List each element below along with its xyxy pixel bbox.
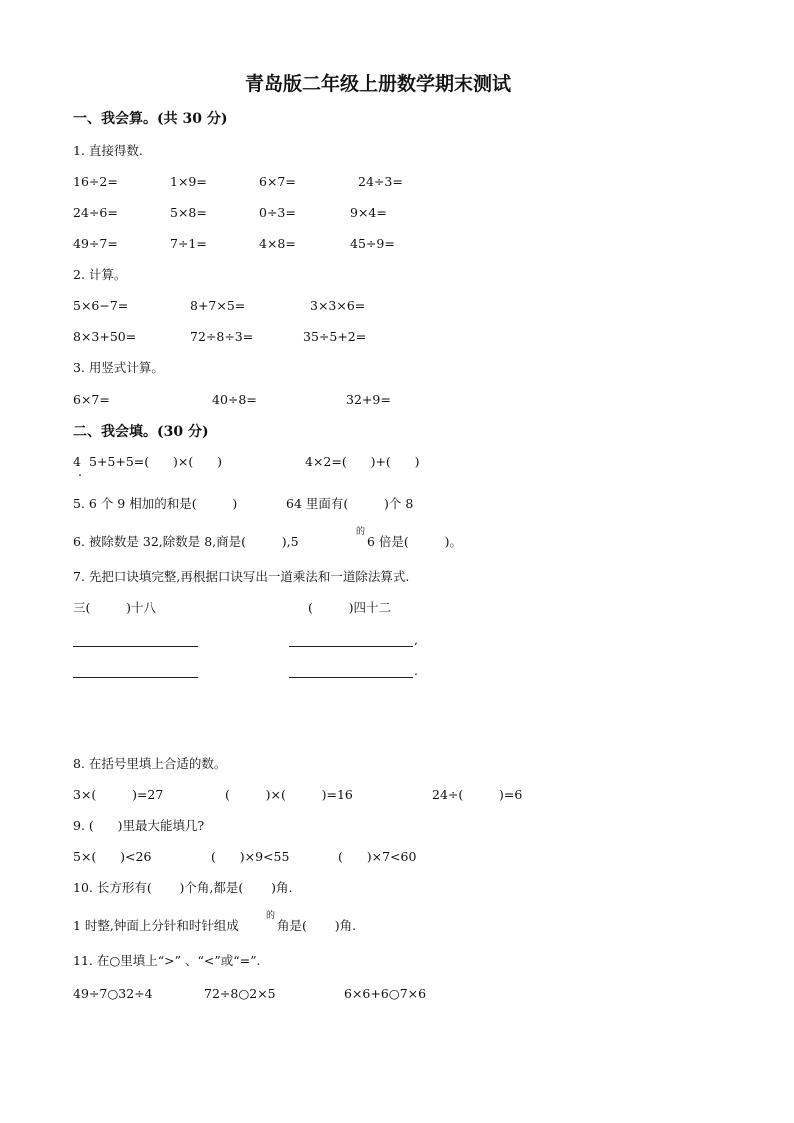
q10-line2: 1 时整,钟面上分针和时针组成 (73, 918, 239, 933)
q1-item: 24÷3= (358, 174, 403, 189)
q6-text-cont: 6 倍是( )。 (367, 534, 462, 549)
q7-punct: . (414, 663, 418, 678)
q4-part-a: 5+5+5=( )×( ) (89, 454, 222, 469)
q3-item: 32+9= (346, 392, 391, 407)
q2-item: 72÷8÷3= (190, 329, 254, 344)
q10-label: 10. 长方形有( )个角,都是( )角. (73, 880, 293, 895)
q8-item: 3×( )=27 (73, 787, 164, 802)
q2-item: 8×3+50= (73, 329, 137, 344)
answer-line (289, 677, 413, 678)
q4-number: 4 (73, 454, 81, 469)
answer-line (73, 677, 198, 678)
q1-item: 6×7= (259, 174, 296, 189)
q1-item: 9×4= (350, 205, 387, 220)
q1-label: 1. 直接得数. (73, 143, 143, 158)
q2-item: 8+7×5= (190, 298, 246, 313)
section1-heading: 一、我会算。(共 30 分) (73, 111, 228, 127)
q9-label: 9. ( )里最大能填几? (73, 818, 205, 833)
q3-item: 6×7= (73, 392, 110, 407)
q7-label: 7. 先把口诀填完整,再根据口诀写出一道乘法和一道除法算式. (73, 569, 410, 584)
q7-left: 三( )十八 (73, 600, 157, 615)
q1-item: 45÷9= (350, 236, 395, 251)
q10-line2-cont: 角是( )角. (277, 918, 357, 933)
q6-text: 6. 被除数是 32,除数是 8,商是( ),5 (73, 534, 299, 549)
q10-mark: 的 (266, 911, 276, 921)
answer-line (73, 646, 198, 647)
q2-label: 2. 计算。 (73, 267, 127, 282)
answer-line (289, 646, 413, 647)
q1-item: 1×9= (170, 174, 207, 189)
q1-item: 24÷6= (73, 205, 118, 220)
q1-item: 5×8= (170, 205, 207, 220)
q1-item: 4×8= (259, 236, 296, 251)
q4-part-b: 4×2=( )+( ) (305, 454, 420, 469)
q6-mark: 的 (356, 527, 366, 537)
q2-item: 35÷5+2= (303, 329, 367, 344)
q2-item: 3×3×6= (310, 298, 366, 313)
q3-item: 40÷8= (212, 392, 257, 407)
q8-item: 24÷( )=6 (432, 787, 523, 802)
q9-item: ( )×7<60 (338, 849, 417, 864)
q11-label: 11. 在○里填上“>” 、“<”或“=”. (73, 953, 261, 968)
q9-item: ( )×9<55 (211, 849, 290, 864)
q7-right: ( )四十二 (308, 600, 392, 615)
q11-item: 6×6+6○7×6 (344, 986, 427, 1001)
q7-punct: , (414, 632, 418, 647)
q1-item: 16÷2= (73, 174, 118, 189)
q5-part-b: 64 里面有( )个 8 (286, 496, 414, 511)
q11-item: 72÷8○2×5 (204, 986, 276, 1001)
q2-item: 5×6−7= (73, 298, 129, 313)
q8-label: 8. 在括号里填上合适的数。 (73, 756, 227, 771)
q1-item: 7÷1= (170, 236, 207, 251)
q9-item: 5×( )<26 (73, 849, 152, 864)
q1-item: 0÷3= (259, 205, 296, 220)
q4-dot (79, 474, 81, 476)
q5-part-a: 5. 6 个 9 相加的和是( ) (73, 496, 238, 511)
page-title: 青岛版二年级上册数学期末测试 (245, 73, 512, 95)
q1-item: 49÷7= (73, 236, 118, 251)
section2-heading: 二、我会填。(30 分) (73, 424, 209, 440)
q11-item: 49÷7○32÷4 (73, 986, 153, 1001)
q8-item: ( )×( )=16 (225, 787, 353, 802)
q3-label: 3. 用竖式计算。 (73, 360, 164, 375)
